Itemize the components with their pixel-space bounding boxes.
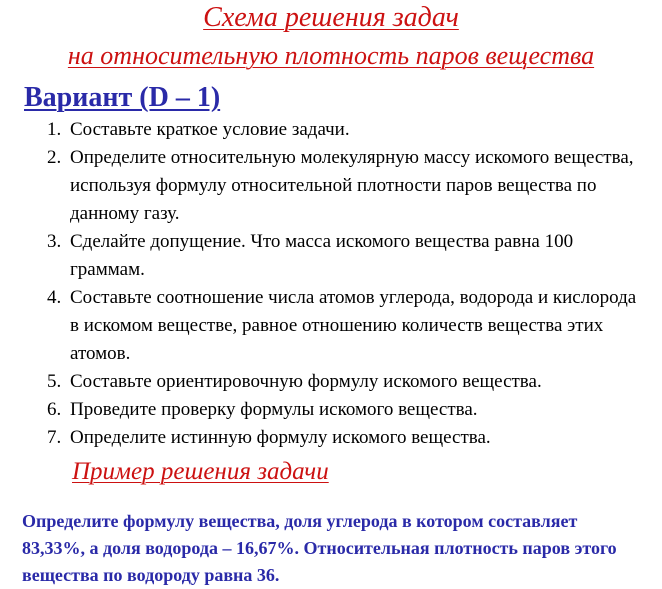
list-item xyxy=(47,368,647,396)
step-text: Определите истинную формулу искомого вещества. xyxy=(70,427,491,448)
list-item xyxy=(47,116,647,144)
step-number: 3. xyxy=(47,231,62,252)
list-item xyxy=(47,396,647,424)
variant-heading: Вариант (D – 1) xyxy=(24,82,221,113)
page-subtitle: на относительную плотность паров вещества xyxy=(67,41,595,70)
step-number: 6. xyxy=(47,399,62,420)
step-text: Составьте краткое условие задачи. xyxy=(70,119,350,140)
step-text: Составьте ориентировочную формулу искомого вещества. xyxy=(70,371,542,392)
list-item xyxy=(47,144,647,228)
step-text: Проведите проверку формулы искомого вещества. xyxy=(70,399,478,420)
step-number: 1. xyxy=(47,119,62,140)
step-text: Определите относительную молекулярную массу искомого вещества, используя формулу относительной плотности паров вещества по данному газу. xyxy=(70,147,634,224)
list-item xyxy=(47,228,647,284)
example-heading: Пример решения задачи xyxy=(72,458,329,485)
step-text: Сделайте допущение. Что масса искомого вещества равна 100 граммам. xyxy=(70,231,574,280)
page-title: Схема решения задач xyxy=(203,2,459,33)
step-number: 7. xyxy=(47,427,62,448)
step-number: 2. xyxy=(47,147,62,168)
step-number: 5. xyxy=(47,371,62,392)
list-item xyxy=(47,424,647,452)
problem-statement: Определите формулу вещества, доля углерода в котором составляет 83,33%, а доля водорода – 16,67%. Относительная плотность паров этого вещества по водороду равна 36. xyxy=(22,511,617,585)
list-item xyxy=(47,284,647,368)
steps-list xyxy=(47,116,647,452)
step-text: Составьте соотношение числа атомов углерода, водорода и кислорода в искомом веществе, равное отношению количеств вещества этих атомов. xyxy=(70,287,637,364)
step-number: 4. xyxy=(47,287,62,308)
